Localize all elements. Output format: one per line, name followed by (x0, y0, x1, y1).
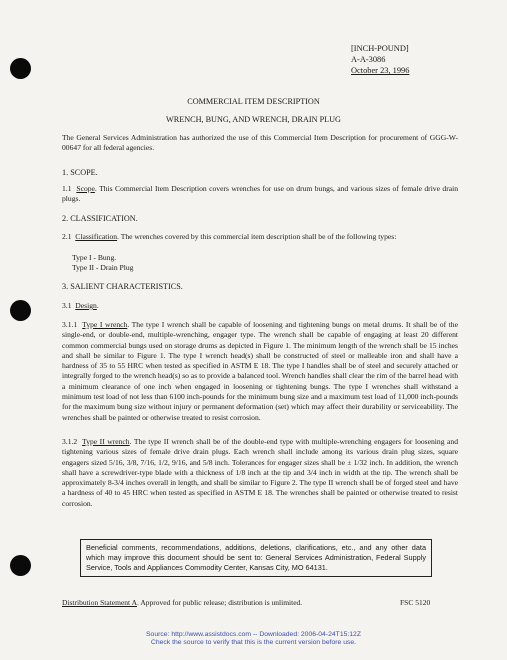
source-verify-line: Check the source to verify that this is the current version before use. (150, 639, 357, 647)
scope-label: Scope (76, 184, 95, 193)
classification-heading: 2. CLASSIFICATION. (62, 214, 138, 223)
fsc-code: FSC 5120 (400, 598, 431, 607)
design-paragraph: 3.1 Design. (62, 301, 99, 310)
type-item: Type II - Drain Plug (72, 263, 134, 273)
type-i-wrench-label: Type I wrench (82, 320, 128, 329)
punch-hole (10, 58, 31, 79)
distribution-statement: Distribution Statement A. Approved for public release; distribution is unlimited. (62, 598, 303, 607)
scope-paragraph: 1.1 Scope. This Commercial Item Description covers wrenches for use on drum bungs, and various sizes of female drive drain plugs. (62, 184, 458, 204)
document-subtitle: WRENCH, BUNG, AND WRENCH, DRAIN PLUG (166, 115, 341, 124)
type-item: Type I - Bung. (72, 253, 117, 262)
source-url-line: Source: http://www.assistdocs.com -- Downloaded: 2006-04-24T15:12Z (146, 631, 361, 638)
distribution-label: Distribution Statement A (62, 598, 137, 607)
type-ii-wrench-label: Type II wrench (82, 437, 130, 446)
classification-label: Classification (75, 232, 118, 241)
intro-paragraph: The General Services Administration has authorized the use of this Commercial Item Description for procurement of GGG-W-00647 for all federal agencies. (62, 133, 458, 153)
document-id-block (351, 43, 409, 76)
inch-pound-label: [INCH-POUND] (351, 44, 409, 53)
document-number: A-A-3086 (351, 55, 386, 64)
punch-hole (10, 555, 31, 576)
source-footer (0, 631, 507, 647)
document-title: COMMERCIAL ITEM DESCRIPTION (187, 97, 320, 106)
scope-heading: 1. SCOPE. (62, 168, 98, 177)
type-i-wrench-paragraph: 3.1.1 Type I wrench. The type I wrench shall be capable of loosening and tightening bungs on metal drums. It shall be of the single-end, or double-end, multiple-wrenching, engager type. The wrench shall be capable of engaging at least 20 different common commercial bungs used on storage drums as depicted in Figure 1. The minimum length of the wrench shall be 15 inches and shall be similar to Figure 1. The type I wrench head(s) shall be constructed of steel or malleable iron and shall have a hardness of 35 to 55 HRC when tested as specified in ASTM E 18. The type I handles shall be of steel and securely attached or integrally forged to the wrench head(s) so as to provide a balanced tool. Wrench handles shall clear the rim of the barrel head with a minimum clearance of one inch when engaged in loosening or tightening bungs. The type I wrenches shall withstand a minimum test load of not less than 6100 inch-pounds for the minimum bung size and a maximum test load of 11,000 inch-pounds for the maximum bung size without injury or permanent deformation (set) which may affect their durability or serviceability. The wrenches shall be painted or otherwise treated to resist corrosion. (62, 320, 458, 422)
design-label: Design (75, 301, 97, 310)
salient-heading: 3. SALIENT CHARACTERISTICS. (62, 282, 183, 291)
classification-paragraph: 2.1 Classification. The wrenches covered by this commercial item description shall be of the following types: (62, 232, 397, 241)
document-date: October 23, 1996 (351, 66, 410, 75)
type-list (72, 253, 133, 274)
comments-box: Beneficial comments, recommendations, additions, deletions, clarifications, etc., and any other data which may improve this document should be sent to: General Services Administration, Federal Supply Service, Tools and Appliances Commodity Center, Kansas City, MO 64131. (80, 539, 432, 577)
punch-hole (10, 300, 31, 321)
type-ii-wrench-paragraph: 3.1.2 Type II wrench. The type II wrench shall be of the double-end type with multiple-wrenching engagers for loosening and tightening various sizes of female drive drain plugs. Each wrench shall include among its various drain plug sizes, square engagers sized 5/16, 3/8, 7/16, 1/2, 9/16, and 5/8 inch. Tolerances for engager sizes shall be ± 1/32 inch. In addition, the wrench shall have a screwdriver-type blade with a thickness of 1/8 inch at the tip and 3/4 inch in width at the tip. The wrench shall be approximately 8-3/4 inches overall in length, and shall be similar to Figure 2. The type II wrench shall be of forged steel and have a hardness of 40 to 45 HRC when tested as specified in ASTM E 18. The wrenches shall be painted or otherwise treated to resist corrosion. (62, 437, 458, 508)
